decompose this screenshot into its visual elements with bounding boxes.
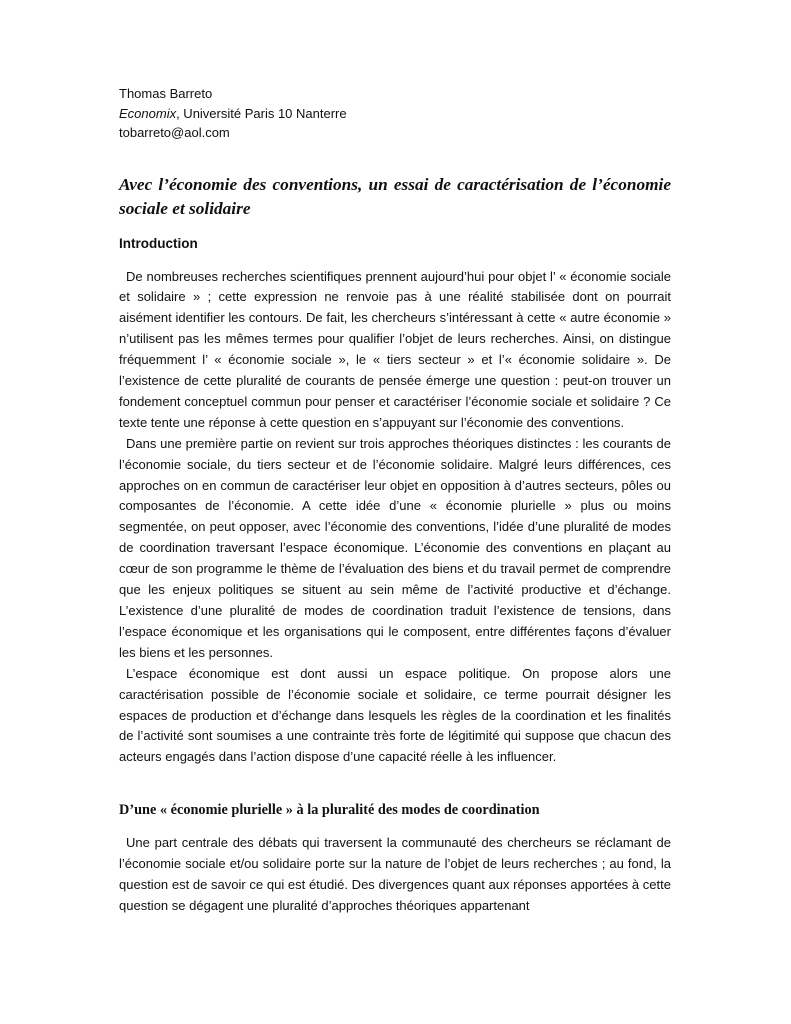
affiliation-lab: Economix — [119, 105, 177, 121]
author-affiliation — [119, 104, 671, 124]
paragraph: Dans une première partie on revient sur trois approches théoriques distinctes : les courants de l’économie sociale, du tiers secteur et de l’économie solidaire. Malgré leurs différences, ces approches on en commun de caractériser leur objet en opposition à d’autres secteurs, pôles ou composantes de l’économie. A cette idée d’une « économie plurielle » plus ou moins segmentée, on peut opposer, avec l’économie des conventions, l’idée d’une pluralité de modes de coordination traversant l’espace économique. L’économie des conventions en plaçant au cœur de son programme le thème de l’évaluation des biens et du travail permet de comprendre que les enjeux politiques se situent au sein même de l’activité productive et d’échange. L’existence d’une pluralité de modes de coordination traduit l’existence de tensions, dans l’espace économique et les organisations qui le composent, entre différentes façons d’évaluer les biens et les personnes. — [119, 435, 671, 660]
paper-title: Avec l’économie des conventions, un essai de caractérisation de l’économie sociale et solidaire — [119, 174, 671, 218]
author-block — [119, 84, 671, 143]
paragraph: De nombreuses recherches scientifiques prennent aujourd’hui pour objet l’ « économie sociale et solidaire » ; cette expression ne renvoie pas à une réalité stabilisée dont on pourrait aisément identifier les contours. De fait, les chercheurs s’intéressant à cette « autre économie » n’utilisent pas les mêmes termes pour qualifier l’objet de leurs recherches. Ainsi, on distingue fréquemment l’ « économie sociale », le « tiers secteur » et l’« économie solidaire ». De l’existence de cette pluralité de courants de pensée émerge une question : peut-on trouver un fondement conceptuel commun pour penser et caractériser l’économie sociale et solidaire ? Ce texte tente une réponse à cette question en s’appuyant sur l’économie des conventions. — [119, 268, 671, 430]
author-name: Thomas Barreto — [119, 86, 213, 101]
author-email: tobarreto@aol.com — [119, 125, 230, 140]
paragraph: Une part centrale des débats qui traversent la communauté des chercheurs se réclamant de l’économie sociale et/ou solidaire porte sur la nature de l’objet de leurs recherches ; au fond, la question est de savoir ce qui est étudié. Des divergences quant aux réponses apportées à cette question se dégagent une pluralité d’approches théoriques appartenant — [119, 835, 671, 913]
affiliation-university: , Université Paris 10 Nanterre — [176, 105, 347, 121]
paragraph: L’espace économique est dont aussi un espace politique. On propose alors une caractérisation possible de l’économie sociale et solidaire, ce terme pourrait désigner les espaces de production et d’échange dans lesquels les règles de la coordination et les finalités de l’activité sont soumises a une contrainte très forte de légitimité qui suppose que chacun des acteurs engagés dans l’action dispose d’une capacité réelle à les influencer. — [119, 665, 671, 765]
document-page — [119, 84, 671, 917]
section-heading-introduction: Introduction — [119, 235, 198, 251]
section-heading-economie-plurielle: D’une « économie plurielle » à la pluralité des modes de coordination — [119, 802, 540, 819]
